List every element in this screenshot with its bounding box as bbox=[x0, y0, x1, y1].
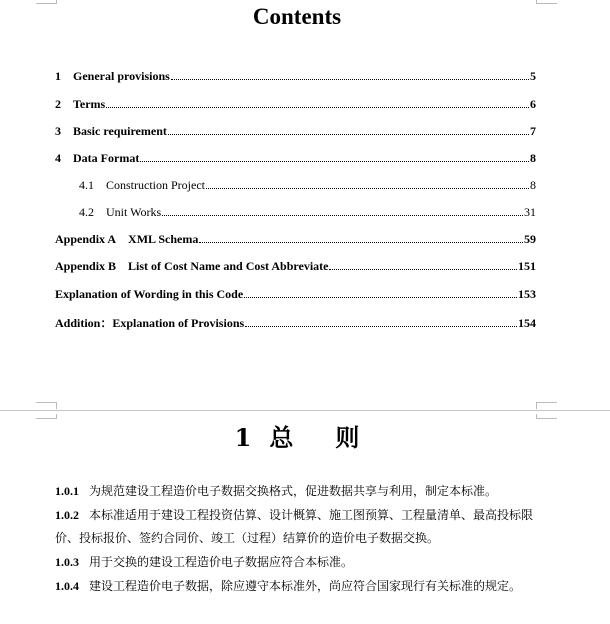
toc-entry-number: 4.2 bbox=[79, 205, 94, 219]
toc-entry-label: Appendix A XML Schema bbox=[55, 232, 199, 246]
toc-entry-label: Explanation of Wording in this Code bbox=[55, 287, 244, 301]
toc-entry-basic-requirement[interactable] bbox=[55, 124, 536, 139]
clause-text: 建设工程造价电子数据，除应遵守本标准外，尚应符合国家现行有关标准的规定。 bbox=[89, 579, 522, 593]
toc-entry-label: Addition：Explanation of Provisions bbox=[55, 316, 245, 330]
contents-title: Contents bbox=[252, 4, 342, 29]
clause-number: 1.0.4 bbox=[55, 579, 79, 593]
toc-entry-page: 5 bbox=[530, 69, 536, 83]
toc-dot-leader bbox=[244, 297, 517, 298]
clause-1-0-4 bbox=[55, 575, 545, 598]
toc-entry-addition[interactable] bbox=[55, 314, 536, 331]
toc-dot-leader bbox=[106, 107, 529, 108]
clause-number: 1.0.1 bbox=[55, 484, 79, 498]
toc-entry-number: 4 bbox=[55, 151, 61, 165]
toc-entry-label: Terms bbox=[73, 97, 106, 111]
clause-text: 本标准适用于建设工程投资估算、设计概算、施工图预算、工程量清单、最高投标限价、投标报价、签约合同价、竣工（过程）结算价的造价电子数据交换。 bbox=[55, 508, 534, 545]
toc-dot-leader bbox=[329, 269, 517, 270]
toc-entry-page: 8 bbox=[530, 178, 536, 192]
toc-entry-label: Appendix B List of Cost Name and Cost Abbreviate bbox=[55, 259, 329, 273]
toc-dot-leader bbox=[171, 79, 529, 80]
toc-dot-leader bbox=[140, 161, 529, 162]
toc-entry-page: 7 bbox=[530, 124, 536, 138]
toc-dot-leader bbox=[199, 242, 523, 243]
toc-entry-terms[interactable] bbox=[55, 97, 536, 112]
toc-entry-number: 2 bbox=[55, 97, 61, 111]
toc-dot-leader bbox=[206, 188, 529, 189]
clause-1-0-3 bbox=[55, 551, 545, 574]
toc-entry-number: 1 bbox=[55, 69, 61, 83]
crop-mark-bottom-right bbox=[536, 402, 557, 409]
page-separator bbox=[0, 410, 610, 411]
toc-entry-construction-project[interactable] bbox=[79, 178, 536, 193]
toc-entry-page: 153 bbox=[518, 287, 536, 301]
toc-dot-leader bbox=[162, 215, 523, 216]
toc-entry-page: 154 bbox=[518, 316, 536, 330]
toc-entry-appendix-a[interactable] bbox=[55, 232, 536, 247]
chapter-number: 1 bbox=[234, 423, 252, 452]
clause-1-0-2 bbox=[55, 504, 545, 550]
toc-entry-page: 59 bbox=[524, 232, 536, 246]
clause-text: 用于交换的建设工程造价电子数据应符合本标准。 bbox=[89, 555, 354, 569]
crop-mark-bottom-left bbox=[36, 402, 57, 409]
toc-entry-label: Basic requirement bbox=[73, 124, 167, 138]
toc-entry-page: 8 bbox=[530, 151, 536, 165]
toc-entry-label: General provisions bbox=[73, 69, 170, 83]
chapter-title bbox=[0, 418, 594, 453]
toc-entry-number: 3 bbox=[55, 124, 61, 138]
chapter-title-part1: 总 bbox=[269, 423, 294, 452]
clause-number: 1.0.3 bbox=[55, 555, 79, 569]
chapter-title-part2: 则 bbox=[335, 423, 360, 452]
clause-number: 1.0.2 bbox=[55, 508, 79, 522]
clause-text: 为规范建设工程造价电子数据交换格式，促进数据共享与利用，制定本标准。 bbox=[89, 484, 498, 498]
toc-entry-appendix-b[interactable] bbox=[55, 259, 536, 274]
toc-entry-label: Unit Works bbox=[106, 205, 162, 219]
toc-dot-leader bbox=[168, 134, 529, 135]
toc-entry-explanation-of-wording[interactable] bbox=[55, 287, 536, 302]
toc-entry-page: 151 bbox=[518, 259, 536, 273]
toc-entry-unit-works[interactable] bbox=[79, 205, 536, 220]
toc-entry-page: 6 bbox=[530, 97, 536, 111]
toc-entry-general-provisions[interactable] bbox=[55, 69, 536, 84]
clause-1-0-1 bbox=[55, 480, 545, 503]
toc-entry-label: Construction Project bbox=[106, 178, 205, 192]
toc-entry-label: Data Format bbox=[73, 151, 140, 165]
toc-entry-data-format[interactable] bbox=[55, 151, 536, 166]
toc-dot-leader bbox=[245, 326, 517, 327]
toc-entry-page: 31 bbox=[524, 205, 536, 219]
toc-entry-number: 4.1 bbox=[79, 178, 94, 192]
